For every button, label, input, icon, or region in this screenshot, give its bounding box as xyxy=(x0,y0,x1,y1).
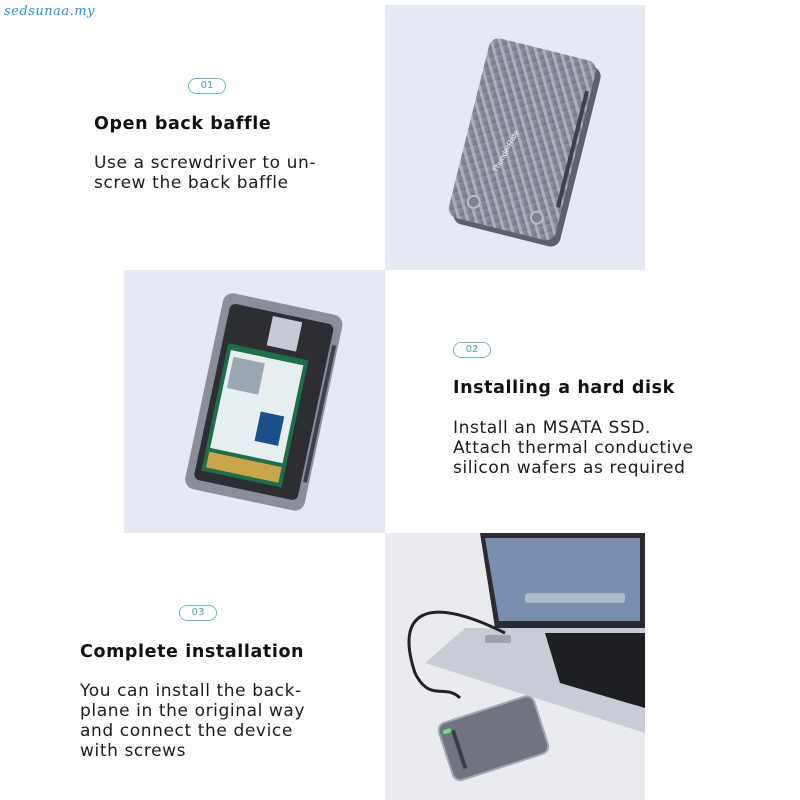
step-2-badge: 02 xyxy=(453,342,491,358)
watermark-text: sedsunaa.my xyxy=(4,4,95,19)
step-2-title: Installing a hard disk xyxy=(453,378,675,398)
step-3-description: You can install the back- plane in the original way and connect the device with screws xyxy=(80,681,306,761)
brand-label: ThunderRate xyxy=(490,128,521,174)
step-1-badge: 01 xyxy=(188,78,226,94)
enclosure-open-image xyxy=(124,270,385,533)
step-1-description: Use a screwdriver to un- screw the back baffle xyxy=(94,153,317,193)
enclosure-closed-image xyxy=(385,5,645,270)
laptop-connected-image xyxy=(385,533,645,800)
step-3-title: Complete installation xyxy=(80,642,305,662)
step-1-title: Open back baffle xyxy=(94,114,272,134)
step-3-badge: 03 xyxy=(179,605,217,621)
step-2-description: Install an MSATA SSD. Attach thermal conductive silicon wafers as required xyxy=(453,418,694,478)
